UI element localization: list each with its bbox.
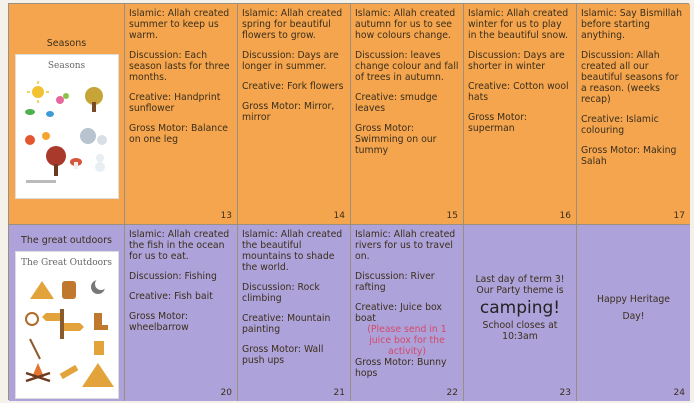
day-cell-23 — [464, 225, 577, 401]
compass-icon — [26, 313, 38, 325]
islamic-text: Islamic: Allah created the beautiful mountains to shade the world. — [242, 229, 343, 273]
discussion-text: Discussion: Days are shorter in winter — [468, 50, 565, 72]
day-cell-22 — [351, 225, 464, 401]
day-cell-21 — [238, 225, 351, 401]
theme-poster-great-outdoors — [15, 251, 119, 399]
theme-poster-seasons — [15, 54, 119, 199]
day-cell-24 — [577, 225, 690, 401]
islamic-text: Islamic: Allah created rivers for us to travel on. — [355, 229, 456, 262]
day-cell-20 — [125, 225, 238, 401]
creative-text: Creative: Juice box boat — [355, 302, 442, 324]
gross-motor-text: Gross Motor: Wall push ups — [242, 344, 324, 366]
last-day-text: Last day of term 3! — [475, 274, 565, 285]
day-number: 13 — [220, 211, 232, 221]
day-number: 21 — [333, 388, 345, 398]
leaf-icon — [25, 109, 54, 117]
islamic-text: Islamic: Allah created autumn for us to see how colours change. — [355, 8, 456, 41]
creative-text: Creative: Islamic colouring — [581, 114, 659, 136]
creative-text: Creative: Fork flowers — [242, 81, 344, 92]
islamic-text: Islamic: Allah created the fish in the ocean for us to eat. — [129, 229, 230, 262]
islamic-text: Islamic: Allah created summer to keep us warm. — [129, 8, 230, 41]
school-closes-text: School closes at — [482, 320, 558, 331]
gross-motor-text: Gross Motor: Mirror, mirror — [242, 101, 335, 123]
day-number: 23 — [559, 388, 571, 398]
poster-title: Seasons — [47, 61, 86, 71]
discussion-text: Discussion: River rafting — [355, 271, 435, 293]
discussion-text: Discussion: Rock climbing — [242, 282, 320, 304]
theme-title: The great outdoors — [21, 235, 112, 246]
gross-motor-text: Gross Motor: Making Salah — [581, 145, 677, 167]
day-number: 14 — [333, 211, 345, 221]
poster-title: The Great Outdoors — [21, 258, 112, 268]
day-number: 24 — [673, 388, 685, 398]
discussion-text: Discussion: Allah created all our beautiful seasons for a reason. (weeks recap) — [581, 50, 679, 105]
campfire-icon — [26, 363, 50, 381]
day-number: 16 — [559, 211, 571, 221]
heritage-day-text: Happy Heritage — [596, 294, 671, 305]
lantern-icon — [94, 341, 104, 355]
islamic-text: Islamic: Allah created spring for beautiful flowers to grow. — [242, 8, 343, 41]
islamic-text: Islamic: Say Bismillah before starting anything. — [581, 8, 682, 41]
islamic-text: Islamic: Allah created winter for us to play in the beautiful snow. — [468, 8, 569, 41]
weekly-plan-table — [8, 3, 689, 400]
camping-text: camping! — [479, 298, 561, 318]
day-cell-15 — [351, 4, 464, 225]
backpack-icon — [62, 281, 76, 299]
tree-icon — [85, 87, 103, 112]
creative-text: Creative: smudge leaves — [355, 92, 438, 114]
snow-tree-icon — [80, 128, 107, 145]
theme-cell-seasons — [9, 4, 125, 225]
discussion-text: Discussion: Each season lasts for three months. — [129, 50, 230, 83]
flower-icon — [56, 93, 69, 104]
day-number: 15 — [446, 211, 458, 221]
day-number: 17 — [673, 211, 685, 221]
signpost-icon — [42, 309, 84, 339]
gross-motor-text: Gross Motor: superman — [468, 112, 527, 134]
gross-motor-text: Gross Motor: Bunny hops — [355, 357, 447, 379]
theme-cell-great-outdoors — [9, 225, 125, 401]
creative-text: Creative: Fish bait — [129, 291, 213, 302]
moon-icon — [91, 278, 107, 294]
theme-title: Seasons — [46, 38, 87, 49]
outdoors-illustration — [16, 269, 118, 399]
snowman-icon — [95, 154, 105, 172]
tent-icon — [30, 281, 54, 299]
sun-icon — [27, 81, 49, 103]
closing-time-text: 10:3am — [502, 331, 538, 342]
creative-text: Creative: Cotton wool hats — [468, 81, 569, 103]
juice-box-note: (Please send in 1 juice box for the activity) — [367, 324, 447, 357]
day-cell-17 — [577, 4, 690, 225]
seasons-illustration — [16, 72, 118, 197]
discussion-text: Discussion: Days are longer in summer. — [242, 50, 339, 72]
discussion-text: Discussion: leaves change colour and fall of trees in autumn. — [355, 50, 459, 83]
gross-motor-text: Gross Motor: Swimming on our tummy — [355, 123, 437, 156]
day-cell-14 — [238, 4, 351, 225]
mushroom-icon — [70, 158, 82, 169]
fruit-icon — [25, 132, 50, 145]
creative-text: Creative: Mountain painting — [242, 313, 331, 335]
heritage-day-text-2: Day! — [622, 311, 645, 322]
axe-icon — [30, 339, 40, 359]
day-cell-13 — [125, 4, 238, 225]
creative-text: Creative: Handprint sunflower — [129, 92, 221, 114]
party-theme-text: Our Party theme is — [476, 285, 564, 296]
discussion-text: Discussion: Fishing — [129, 271, 217, 282]
autumn-tree-icon — [46, 146, 66, 176]
day-number: 22 — [446, 388, 458, 398]
day-number: 20 — [220, 388, 232, 398]
boot-icon — [94, 313, 108, 330]
flashlight-icon — [59, 365, 78, 379]
tent-large-icon — [82, 363, 114, 387]
gross-motor-text: Gross Motor: Balance on one leg — [129, 123, 229, 145]
gross-motor-text: Gross Motor: wheelbarrow — [129, 311, 189, 333]
day-cell-16 — [464, 4, 577, 225]
